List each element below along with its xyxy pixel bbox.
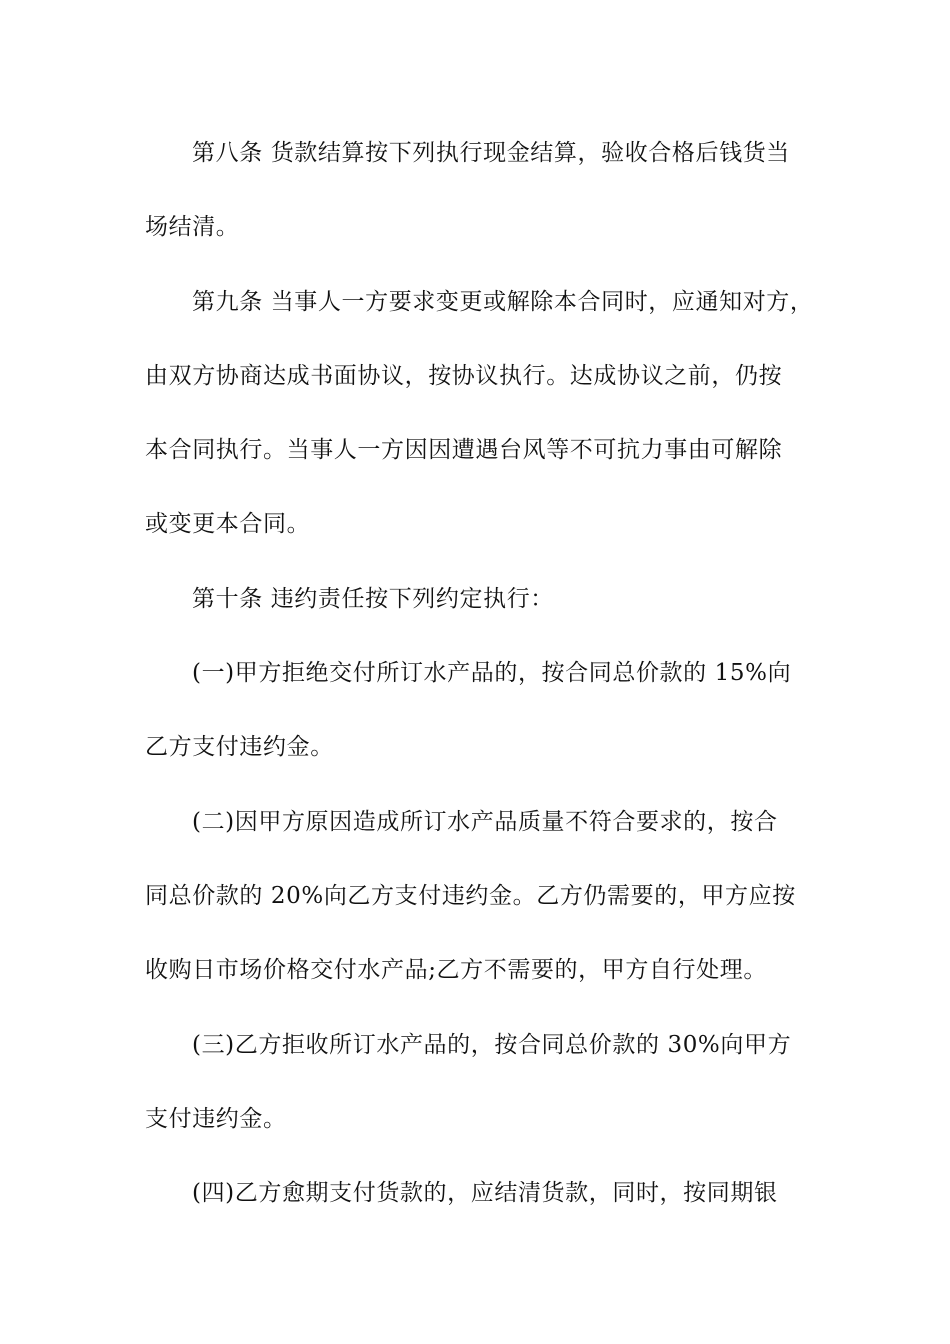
- clause-1-line-2: 乙方支付违约金。: [145, 734, 334, 760]
- article-8-line-2: 场结清。: [145, 214, 240, 240]
- clause-2-line-2: 同总价款的 20%向乙方支付违约金。乙方仍需要的，甲方应按: [145, 883, 796, 909]
- article-8-line-1: 第八条 货款结算按下列执行现金结算，验收合格后钱货当: [192, 140, 790, 166]
- clause-2-line-3: 收购日市场价格交付水产品;乙方不需要的，甲方自行处理。: [145, 957, 767, 983]
- article-9-line-4: 或变更本合同。: [145, 511, 311, 537]
- clause-4-line-1: (四)乙方愈期支付货款的，应结清货款，同时，按同期银: [192, 1180, 778, 1206]
- clause-1-line-1: (一)甲方拒绝交付所订水产品的，按合同总价款的 15%向: [192, 660, 792, 686]
- article-10-heading: 第十条 违约责任按下列约定执行：: [192, 586, 554, 612]
- article-9-line-3: 本合同执行。当事人一方因因遭遇台风等不可抗力事由可解除: [145, 437, 783, 463]
- clause-3-line-1: (三)乙方拒收所订水产品的，按合同总价款的 30%向甲方: [192, 1032, 792, 1058]
- article-9-line-1: 第九条 当事人一方要求变更或解除本合同时，应通知对方，: [192, 289, 814, 315]
- clause-2-line-1: (二)因甲方原因造成所订水产品质量不符合要求的，按合: [192, 809, 778, 835]
- article-9-line-2: 由双方协商达成书面协议，按协议执行。达成协议之前，仍按: [145, 363, 783, 389]
- clause-3-line-2: 支付违约金。: [145, 1106, 287, 1132]
